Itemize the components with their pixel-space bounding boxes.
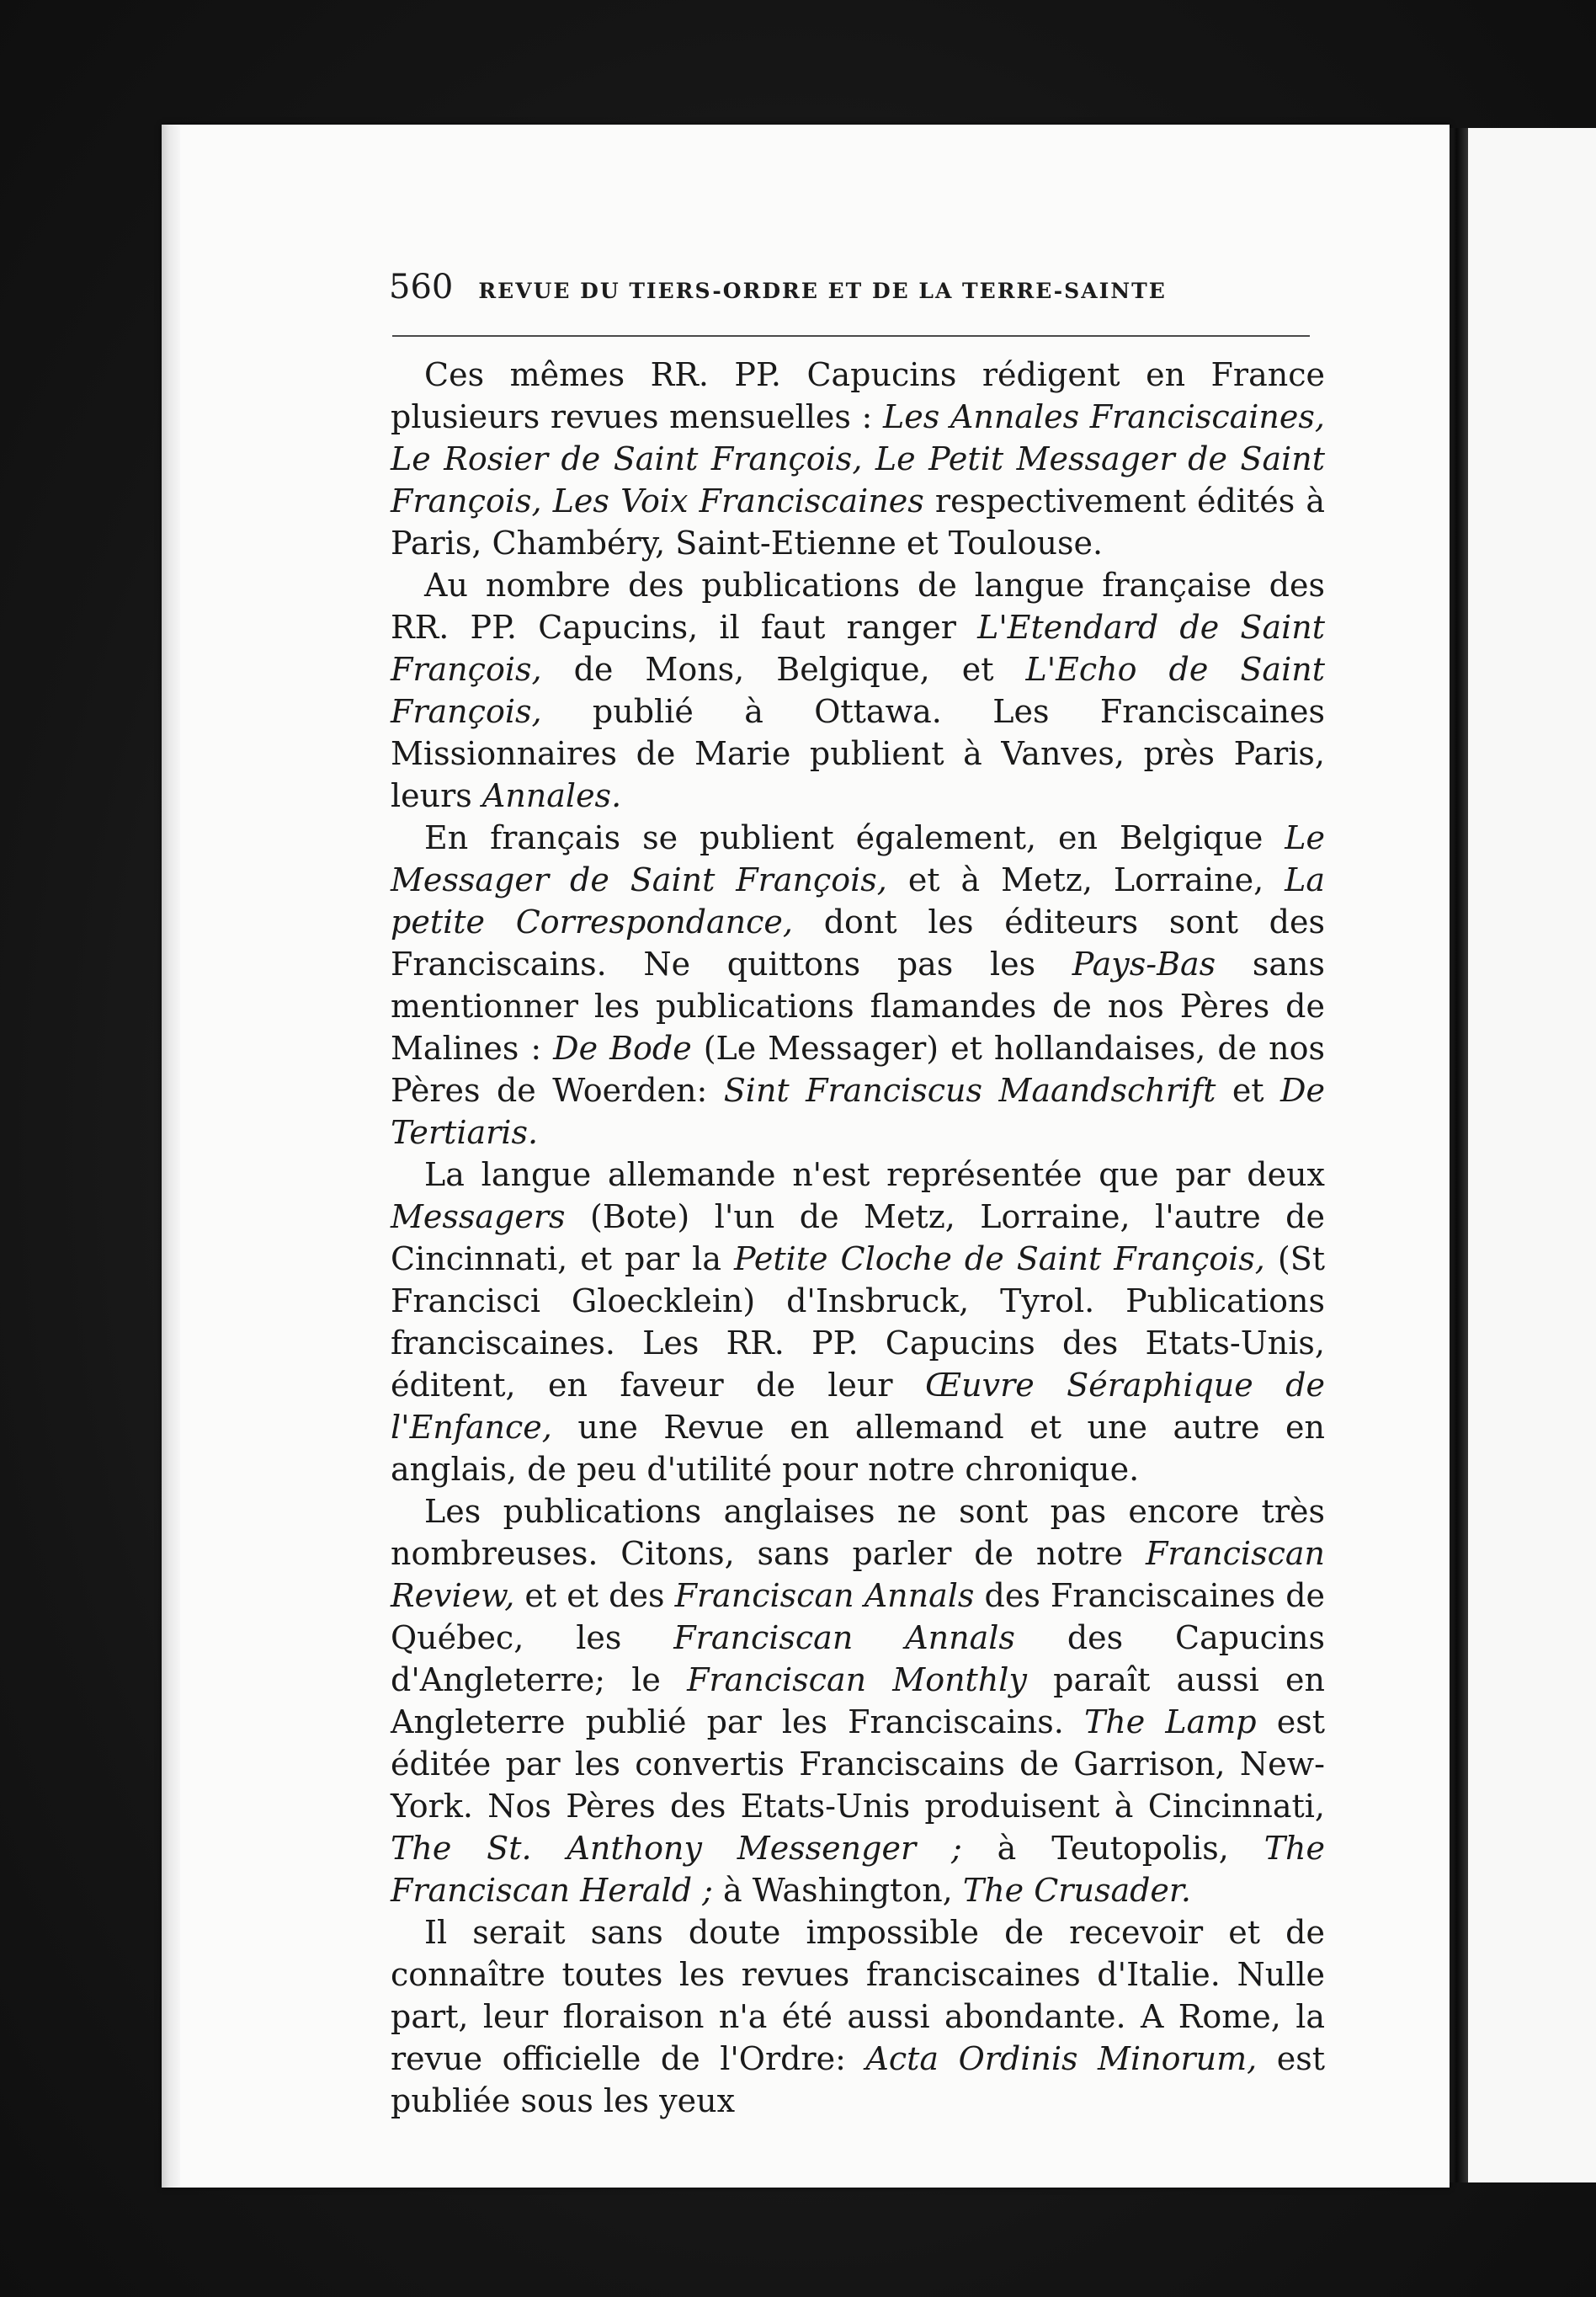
italic-title-run: The Lamp [1083,1703,1257,1740]
italic-title-run: Œuvre Séraphique de l'Enfance, [391,1367,1325,1446]
text-run: Il serait sans doute impossible de recevoir et de connaître toutes les revues franciscaines d'Italie. Nulle part, leur floraison n'a été aussi abondante. A Rome, la revue officielle de l'Ordre: [391,1914,1325,2077]
text-run: des Capucins d'Angleterre; le [391,1619,1325,1698]
text-run: est éditée par les convertis Franciscains de Garrison, New-York. Nos Pères des Etats-Unis produisent à Cincinnati, [391,1703,1325,1825]
italic-title-run: Franciscan Monthly [687,1661,1027,1698]
text-run: (Le Messager) et hollandaises, de nos Pères de Woerden: [391,1030,1326,1109]
text-run: La langue allemande n'est représentée que par deux [424,1156,1325,1193]
paragraph [391,564,1325,817]
text-run: sans mentionner les publications flamandes de nos Pères de Malines : [391,946,1325,1067]
italic-title-run: De Bode [553,1030,692,1067]
italic-title-run: La petite Correspondance, [391,861,1325,941]
italic-title-run: The Crusader. [962,1872,1191,1909]
italic-title-run: Messagers [391,1198,566,1235]
paragraph [391,817,1325,1154]
italic-title-run: Petite Cloche de Saint François, [733,1240,1265,1277]
text-run: Les publications anglaises ne sont pas encore très nombreuses. Citons, sans parler de notre [391,1493,1325,1572]
body-text [391,354,1325,2122]
text-run: dont les éditeurs sont des Franciscains. Ne quittons pas les [391,903,1326,983]
paragraph [391,1911,1325,2122]
text-run: à Teutopolis, [961,1830,1264,1867]
italic-title-run: Franciscan Annals [673,1619,1015,1656]
text-run: Ces mêmes RR. PP. Capucins rédigent en France plusieurs revues mensuelles : [391,356,1325,435]
italic-title-run: Les Annales Franciscaines, Le Rosier de Saint François, Le Petit Messager de Saint François, Les Voix Franciscaines [391,398,1325,520]
text-run: paraît aussi en Angleterre publié par les Franciscains. [391,1661,1325,1740]
italic-title-run: Pays-Bas [1072,946,1216,983]
text-run: En français se publient également, en Belgique [424,819,1285,856]
italic-title-run: Le Messager de Saint François, [391,819,1325,898]
page-header [389,268,1332,313]
italic-title-run: Franciscan Review, [391,1535,1325,1614]
text-run: et à Metz, Lorraine, [886,861,1285,898]
text-run: une Revue en allemand et une autre en anglais, de peu d'utilité pour notre chronique. [391,1409,1325,1488]
text-run: publié à Ottawa. Les Franciscaines Missionnaires de Marie publient à Vanves, près Paris, leurs [391,693,1325,814]
paragraph [391,354,1325,564]
text-run: des Franciscaines de Québec, les [391,1577,1326,1656]
italic-title-run: L'Echo de Saint François, [391,651,1325,730]
text-run: et et des [514,1577,675,1614]
text-run: de Mons, Belgique, et [541,651,1026,688]
header-rule [392,335,1310,337]
text-run: (St Francisci Gloecklein) d'Insbruck, Tyrol. Publications franciscaines. Les RR. PP. Capucins des Etats-Unis, éditent, en faveur de leur [391,1240,1325,1404]
italic-title-run: The St. Anthony Messenger ; [391,1830,962,1867]
page-number: 560 [389,268,454,306]
text-run: est publiée sous les yeux [391,2040,1325,2119]
facing-page-edge [1466,128,1596,2182]
italic-title-run: Franciscan Annals [674,1577,975,1614]
text-run: (Bote) l'un de Metz, Lorraine, l'autre de Cincinnati, et par la [391,1198,1325,1277]
running-head: REVUE DU TIERS-ORDRE ET DE LA TERRE-SAINTE [478,279,1167,303]
text-run: Au nombre des publications de langue française des RR. PP. Capucins, il faut ranger [391,567,1325,646]
italic-title-run: Annales. [481,777,622,814]
italic-title-run: L'Etendard de Saint François, [391,609,1325,688]
text-run: à Washington, [712,1872,963,1909]
text-run: respectivement édités à Paris, Chambéry, Saint-Etienne et Toulouse. [391,482,1325,562]
italic-title-run: Sint Franciscus Maandschrift [723,1072,1216,1109]
italic-title-run: Acta Ordinis Minorum, [865,2040,1258,2077]
italic-title-run: De Tertiaris. [391,1072,1325,1151]
page-edge-shading [162,125,180,2188]
paragraph [391,1490,1325,1911]
text-run: et [1216,1072,1281,1109]
paragraph [391,1154,1325,1490]
italic-title-run: The Franciscan Herald ; [391,1830,1325,1909]
